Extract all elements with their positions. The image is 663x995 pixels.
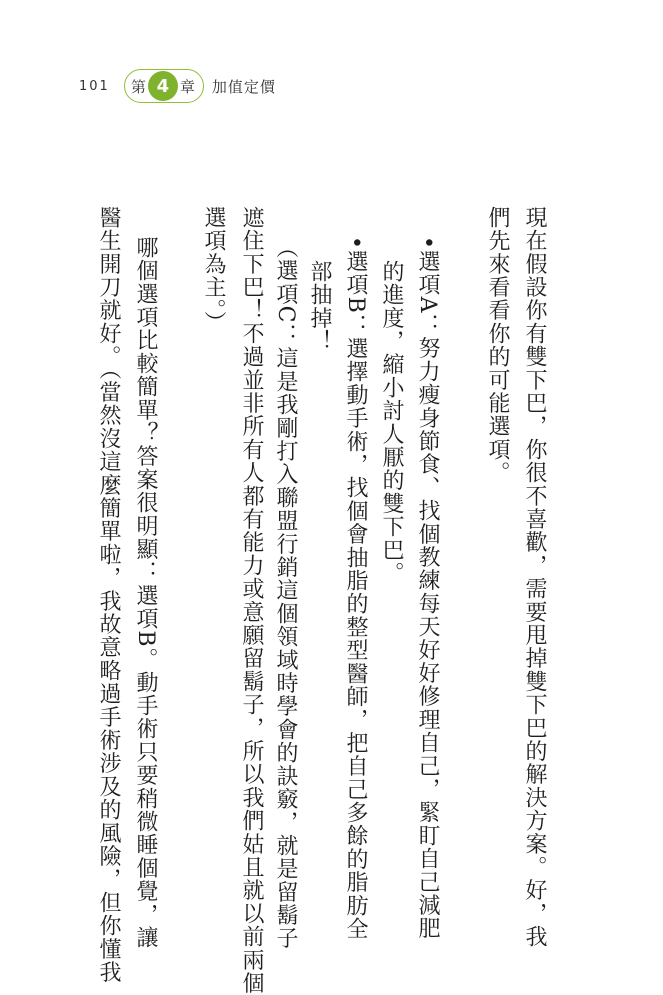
bullet-option-b-line-1: •選項B：選擇動手術，找個會抽脂的整型醫師，把自己多餘的脂肪全: [343, 236, 368, 941]
bullet-option-a-line-1: •選項A：努力瘦身節食、找個教練每天好好修理自己，緊盯自己減肥: [415, 236, 440, 941]
option-c-line-3: 選項為主。）: [201, 206, 226, 335]
chapter-number-circle: 4: [148, 71, 178, 101]
page-number: 101: [79, 78, 110, 94]
text-column-10: 哪個選項比較簡單？答案很明顯：選項B。動手術只要稍微睡個覺，讓: [133, 236, 158, 950]
running-header: [79, 64, 276, 108]
chapter-prefix: 第: [130, 77, 146, 96]
option-c-line-2: 遮住下巴！不過並非所有人都有能力或意願留鬍子，所以我們姑且就以前兩個: [239, 206, 264, 995]
option-c-line-1: （選項C：這是我剛打入聯盟行銷這個領域時學會的訣竅，就是留鬍子: [273, 236, 298, 951]
text-column-2: 們先來看看你的可能選項。: [485, 206, 510, 485]
chapter-title: 加值定價: [211, 77, 276, 96]
text-column-1: 現在假設你有雙下巴，你很不喜歡，需要甩掉雙下巴的解決方案。好，我: [522, 206, 547, 949]
chapter-suffix: 章: [179, 77, 195, 96]
text-column-11: 醫生開刀就好。（當然沒這麼簡單啦，我故意略過手術涉及的風險，但你懂我: [96, 206, 121, 984]
chapter-badge: [124, 69, 204, 103]
bullet-option-a-line-2: 的進度，縮小討人厭的雙下巴。: [379, 260, 404, 585]
bullet-option-b-line-2: 部抽掉！: [307, 260, 332, 353]
